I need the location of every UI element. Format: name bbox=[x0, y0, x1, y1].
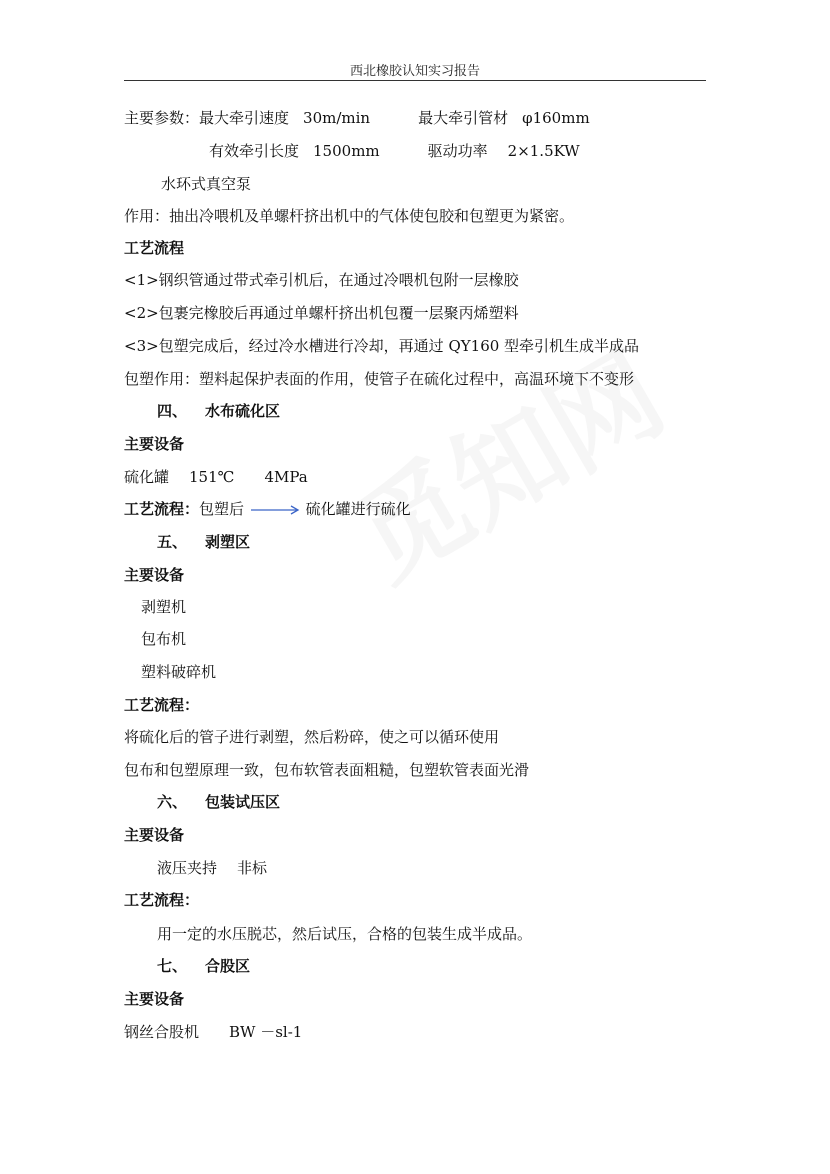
pump-use: 作用：抽出冷喂机及单螺杆挤出机中的气体使包胶和包塑更为紧密。 bbox=[124, 207, 575, 225]
section-4-heading: 四、 水布硫化区 bbox=[157, 402, 281, 420]
flow6: 用一定的水压脱芯，然后试压，合格的包装生成半成品。 bbox=[157, 925, 533, 943]
wrap-use: 包塑作用：塑料起保护表面的作用，使管子在硫化过程中，高温环境下不变形 bbox=[124, 370, 635, 388]
flow-title-1: 工艺流程 bbox=[124, 239, 185, 257]
flow4: 工艺流程：包塑后 硫化罐进行硫化 bbox=[124, 500, 411, 518]
flow5-line-1: 将硫化后的管子进行剥塑，然后粉碎，使之可以循环使用 bbox=[124, 728, 500, 746]
flow-step-3: <3>包塑完成后，经过冷水槽进行冷却，再通过 QY160 型牵引机生成半成品 bbox=[124, 337, 640, 355]
flow5-line-2: 包布和包塑原理一致，包布软管表面粗糙，包塑软管表面光滑 bbox=[124, 761, 530, 779]
section-5-flow-label: 工艺流程： bbox=[124, 696, 200, 714]
flow-step-2: <2>包裹完橡胶后再通过单螺杆挤出机包覆一层聚丙烯塑料 bbox=[124, 304, 519, 322]
section-5-heading: 五、 剥塑区 bbox=[157, 533, 251, 551]
equip6: 液压夹持 非标 bbox=[157, 859, 268, 877]
vulc-equip: 硫化罐 151℃ 4MPa bbox=[124, 468, 308, 486]
params-row-2: 有效牵引长度 1500mm 驱动功率 2×1.5KW bbox=[209, 142, 580, 160]
arrow-icon bbox=[249, 504, 301, 516]
section-6-heading: 六、 包装试压区 bbox=[157, 793, 281, 811]
page-header: 西北橡胶认知实习报告 bbox=[349, 64, 480, 79]
equip5-item-3: 塑料破碎机 bbox=[141, 663, 217, 681]
header-rule bbox=[124, 80, 706, 81]
section-7-heading: 七、 合股区 bbox=[157, 957, 251, 975]
section-4-equip-label: 主要设备 bbox=[124, 435, 185, 453]
flow-step-1: <1>钢织管通过带式牵引机后，在通过冷喂机包附一层橡胶 bbox=[124, 271, 519, 289]
section-6-equip-label: 主要设备 bbox=[124, 826, 185, 844]
equip5-item-2: 包布机 bbox=[141, 630, 187, 648]
section-5-equip-label: 主要设备 bbox=[124, 566, 185, 584]
equip7: 钢丝合股机 BW －sl-1 bbox=[124, 1023, 303, 1041]
equip5-item-1: 剥塑机 bbox=[141, 598, 187, 616]
section-7-equip-label: 主要设备 bbox=[124, 990, 185, 1008]
params-row-1: 主要参数：最大牵引速度 30m/min 最大牵引管材 φ160mm bbox=[124, 109, 590, 127]
pump-name: 水环式真空泵 bbox=[161, 175, 252, 193]
section-6-flow-label: 工艺流程： bbox=[124, 891, 200, 909]
